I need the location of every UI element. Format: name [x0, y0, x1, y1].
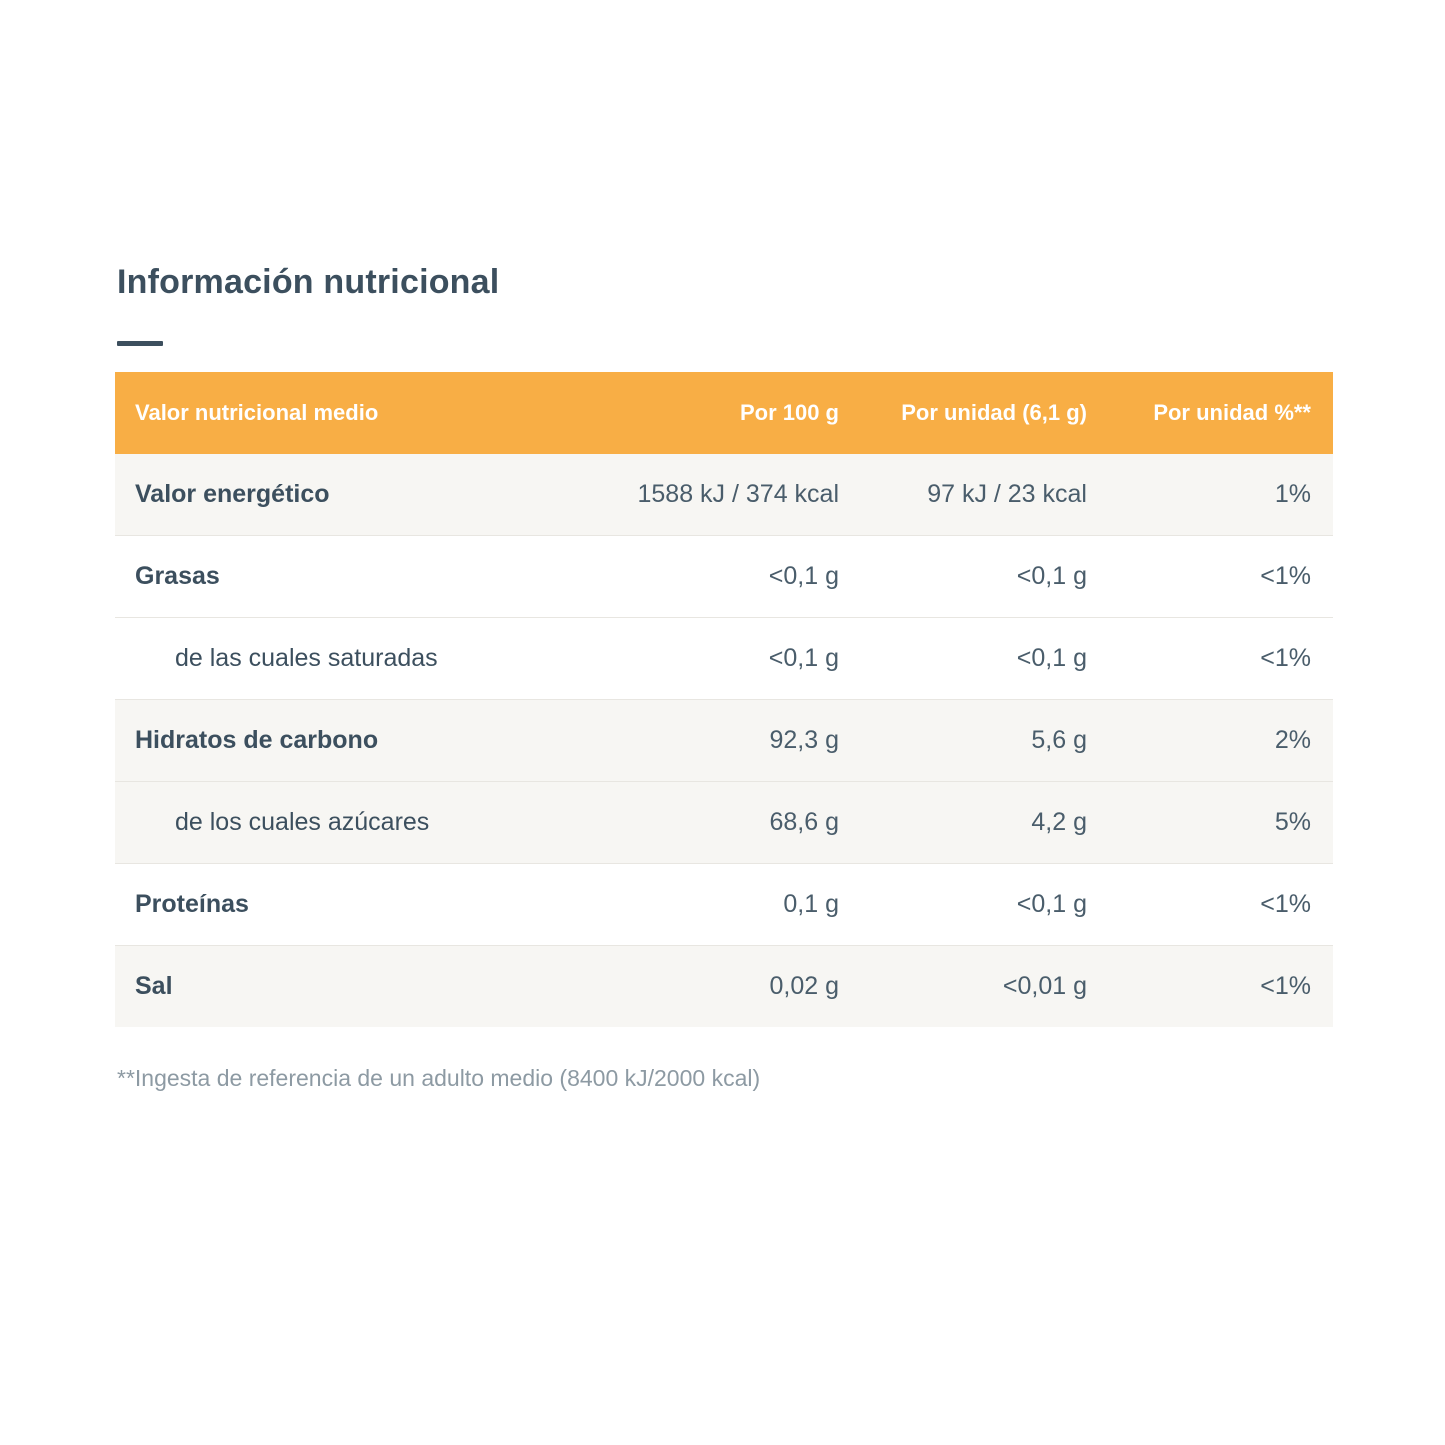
row-value-per-unit: 97 kJ / 23 kcal: [861, 454, 1109, 536]
table-row: [115, 781, 1333, 863]
row-value-per-unit: <0,1 g: [861, 617, 1109, 699]
row-label: Hidratos de carbono: [115, 699, 615, 781]
row-label: de los cuales azúcares: [115, 781, 615, 863]
row-value-per-100g: 92,3 g: [615, 699, 861, 781]
table-row: [115, 699, 1333, 781]
row-value-per-100g: 0,02 g: [615, 945, 861, 1027]
table-row: [115, 945, 1333, 1027]
row-label: Proteínas: [115, 863, 615, 945]
table-header-row: [115, 372, 1333, 454]
row-value-per-unit: <0,01 g: [861, 945, 1109, 1027]
row-value-per-100g: <0,1 g: [615, 535, 861, 617]
row-value-per-unit-percent: <1%: [1109, 863, 1333, 945]
row-value-per-unit-percent: <1%: [1109, 617, 1333, 699]
row-label: Grasas: [115, 535, 615, 617]
table-row: [115, 617, 1333, 699]
row-value-per-unit: <0,1 g: [861, 863, 1109, 945]
row-value-per-unit-percent: <1%: [1109, 945, 1333, 1027]
title-divider: [117, 341, 163, 346]
row-value-per-100g: 68,6 g: [615, 781, 861, 863]
row-value-per-unit-percent: 2%: [1109, 699, 1333, 781]
column-header-nutrient: Valor nutricional medio: [115, 372, 615, 454]
page-title: Información nutricional: [117, 263, 500, 301]
table-row: [115, 863, 1333, 945]
nutrition-table: [115, 372, 1333, 1027]
row-label: Sal: [115, 945, 615, 1027]
table-row: [115, 535, 1333, 617]
table-body: [115, 454, 1333, 1027]
row-value-per-100g: 0,1 g: [615, 863, 861, 945]
reference-intake-footnote: **Ingesta de referencia de un adulto medio (8400 kJ/2000 kcal): [117, 1064, 761, 1091]
table-header: [115, 372, 1333, 454]
column-header-per-unit-percent: Por unidad %**: [1109, 372, 1333, 454]
row-value-per-unit-percent: 1%: [1109, 454, 1333, 536]
column-header-per-unit: Por unidad (6,1 g): [861, 372, 1109, 454]
row-value-per-100g: 1588 kJ / 374 kcal: [615, 454, 861, 536]
row-label: de las cuales saturadas: [115, 617, 615, 699]
row-value-per-100g: <0,1 g: [615, 617, 861, 699]
row-value-per-unit: 5,6 g: [861, 699, 1109, 781]
row-value-per-unit-percent: 5%: [1109, 781, 1333, 863]
row-value-per-unit: 4,2 g: [861, 781, 1109, 863]
row-value-per-unit: <0,1 g: [861, 535, 1109, 617]
nutrition-section: [115, 262, 1333, 1092]
table-row: [115, 454, 1333, 536]
row-label: Valor energético: [115, 454, 615, 536]
column-header-per-100g: Por 100 g: [615, 372, 861, 454]
row-value-per-unit-percent: <1%: [1109, 535, 1333, 617]
